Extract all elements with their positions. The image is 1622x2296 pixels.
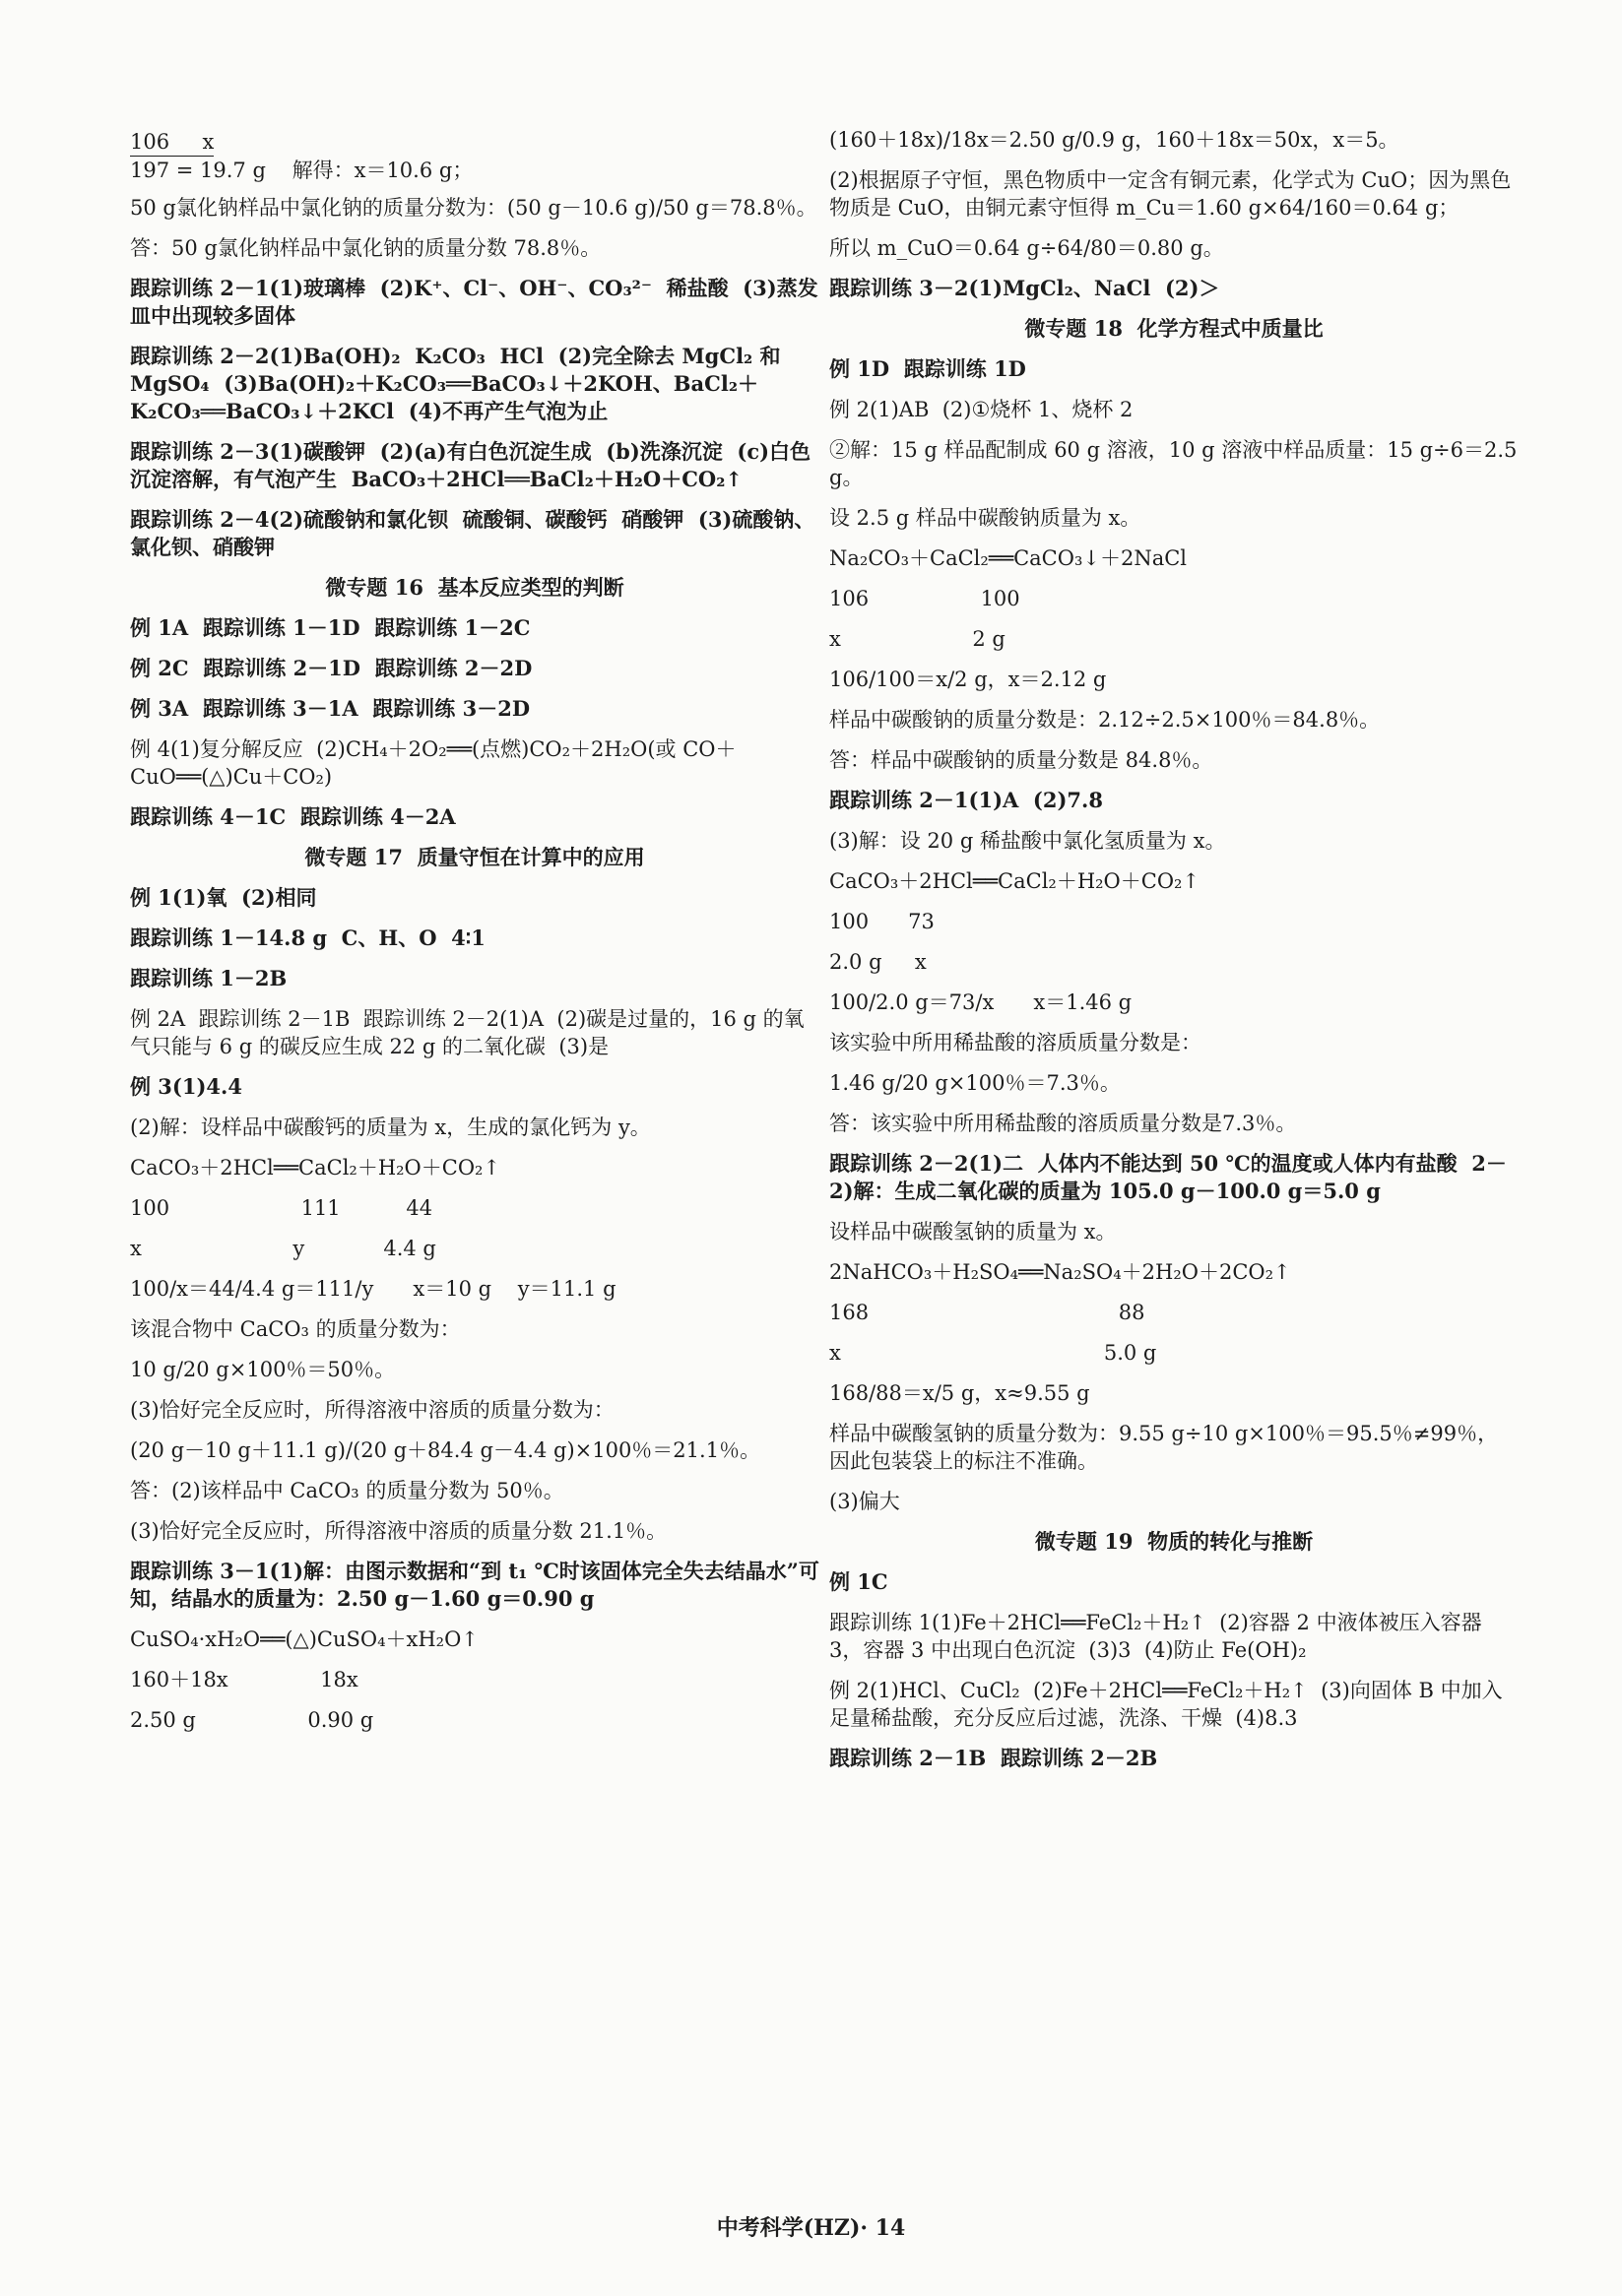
text-line: 168 88 <box>829 1301 1145 1324</box>
text-line: 跟踪训练 2－3(1)碳酸钾 (2)(a)有白色沉淀生成 (b)洗涤沉淀 (c)白色沉淀溶解，有气泡产生 BaCO₃＋2HCl══BaCl₂＋H₂O＋CO₂↑ <box>130 439 811 491</box>
text-line: CaCO₃＋2HCl══CaCl₂＋H₂O＋CO₂↑ <box>829 869 1200 893</box>
text-line: 106 100 <box>829 587 1020 610</box>
text-line: (2)解：设样品中碳酸钙的质量为 x，生成的氯化钙为 y。 <box>130 1116 651 1139</box>
text-line: (2)根据原子守恒，黑色物质中一定含有铜元素，化学式为 CuO；因为黑色物质是 CuO，由铜元素守恒得 m_Cu＝1.60 g×64/160＝0.64 g； <box>829 168 1512 220</box>
text-line: CuSO₄·xH₂O══(△)CuSO₄＋xH₂O↑ <box>130 1627 479 1651</box>
text-line: 106/100＝x/2 g，x＝2.12 g <box>829 668 1107 691</box>
text-line: 160＋18x 18x <box>130 1668 358 1691</box>
text-line: 例 1A 跟踪训练 1－1D 跟踪训练 1－2C <box>130 615 531 640</box>
text-line: (3)恰好完全反应时，所得溶液中溶质的质量分数 21.1％。 <box>130 1519 668 1543</box>
text-line: (3)偏大 <box>829 1490 900 1513</box>
text-line: 2.50 g 0.90 g <box>130 1708 374 1732</box>
page-footer: 中考科学(HZ)· 14 <box>716 2215 906 2241</box>
text-line: 答：样品中碳酸钠的质量分数是 84.8％。 <box>829 748 1213 772</box>
text-line: 跟踪训练 2－2(1)二 人体内不能达到 50 ℃的温度或人体内有盐酸 2－2)解：生成二氧化碳的质量为 105.0 g－100.0 g＝5.0 g <box>829 1151 1507 1203</box>
section-heading: 微专题 18 化学方程式中质量比 <box>1024 316 1324 341</box>
text-line: 2.0 g x <box>829 950 927 974</box>
text-line: 例 2A 跟踪训练 2－1B 跟踪训练 2－2(1)A (2)碳是过量的，16 g 的氧气只能与 6 g 的碳反应生成 22 g 的二氧化碳 (3)是 <box>130 1007 805 1058</box>
text-line: 所以 m_CuO＝0.64 g÷64/80＝0.80 g。 <box>829 236 1224 260</box>
text-line: 跟踪训练 1－14.8 g C、H、O 4∶1 <box>130 925 486 950</box>
text-line: 例 3A 跟踪训练 3－1A 跟踪训练 3－2D <box>130 696 531 721</box>
text-line: 1.46 g/20 g×100％＝7.3％。 <box>829 1071 1121 1095</box>
text-line: 168/88＝x/5 g，x≈9.55 g <box>829 1381 1090 1405</box>
text-line: 跟踪训练 3－2(1)MgCl₂、NaCl (2)＞ <box>829 276 1220 300</box>
text-line: 答：(2)该样品中 CaCO₃ 的质量分数为 50％。 <box>130 1479 564 1502</box>
text-line: 该混合物中 CaCO₃ 的质量分数为： <box>130 1317 461 1341</box>
text-line: CaCO₃＋2HCl══CaCl₂＋H₂O＋CO₂↑ <box>130 1156 501 1180</box>
text-line: 该实验中所用稀盐酸的溶质质量分数是： <box>829 1031 1201 1054</box>
text-line: ②解：15 g 样品配制成 60 g 溶液，10 g 溶液中样品质量：15 g÷6＝2.5 g。 <box>829 438 1525 489</box>
section-heading: 微专题 16 基本反应类型的判断 <box>325 575 624 600</box>
fraction-numerator: 106 x <box>130 128 214 157</box>
text-line: x 2 g <box>829 627 1006 651</box>
text-line: 例 2(1)HCl、CuCl₂ (2)Fe＋2HCl══FeCl₂＋H₂↑ (3)向固体 B 中加入足量稀盐酸，充分反应后过滤，洗涤、干燥 (4)8.3 <box>829 1679 1503 1730</box>
text-line: 样品中碳酸氢钠的质量分数为：9.55 g÷10 g×100％＝95.5％≠99％，因此包装袋上的标注不准确。 <box>829 1422 1499 1473</box>
text-line: 设 2.5 g 样品中碳酸钠质量为 x。 <box>829 506 1141 530</box>
text-line: 答：该实验中所用稀盐酸的溶质质量分数是7.3％。 <box>829 1112 1297 1135</box>
text-line: 跟踪训练 1(1)Fe＋2HCl══FeCl₂＋H₂↑ (2)容器 2 中液体被压入容器 3，容器 3 中出现白色沉淀 (3)3 (4)防止 Fe(OH)₂ <box>829 1611 1489 1662</box>
text-line: (20 g－10 g＋11.1 g)/(20 g＋84.4 g－4.4 g)×100％＝21.1％。 <box>130 1438 761 1462</box>
text-line: 样品中碳酸钠的质量分数是：2.12÷2.5×100％＝84.8％。 <box>829 708 1381 732</box>
text-line: Na₂CO₃＋CaCl₂══CaCO₃↓＋2NaCl <box>829 546 1188 570</box>
fraction-line <box>130 128 819 184</box>
text-line: 跟踪训练 2－1(1)玻璃棒 (2)K⁺、Cl⁻、OH⁻、CO₃²⁻ 稀盐酸 (3)蒸发皿中出现较多固体 <box>130 276 818 328</box>
text-line: 例 2C 跟踪训练 2－1D 跟踪训练 2－2D <box>130 656 533 680</box>
text-line: 跟踪训练 4－1C 跟踪训练 4－2A <box>130 804 456 829</box>
left-column <box>130 126 819 1747</box>
fraction-denominator: 197 = 19.7 g 解得：x＝10.6 g； <box>130 159 474 182</box>
text-line: 100/2.0 g＝73/x x＝1.46 g <box>829 990 1133 1014</box>
text-line: (3)解：设 20 g 稀盐酸中氯化氢质量为 x。 <box>829 829 1226 853</box>
text-line: x y 4.4 g <box>130 1237 436 1260</box>
text-line: 跟踪训练 3－1(1)解：由图示数据和“到 t₁ ℃时该固体完全失去结晶水”可知，结晶水的质量为：2.50 g－1.60 g＝0.90 g <box>130 1559 819 1611</box>
text-line: 例 1D 跟踪训练 1D <box>829 356 1026 381</box>
section-heading: 微专题 17 质量守恒在计算中的应用 <box>304 845 645 869</box>
text-line: 例 4(1)复分解反应 (2)CH₄＋2O₂══(点燃)CO₂＋2H₂O(或 CO＋CuO══(△)Cu＋CO₂) <box>130 737 737 789</box>
text-line: 10 g/20 g×100％＝50％。 <box>130 1358 396 1381</box>
text-line: 例 2(1)AB (2)①烧杯 1、烧杯 2 <box>829 398 1134 421</box>
text-line: 例 1(1)氧 (2)相同 <box>130 885 317 910</box>
right-column <box>829 126 1525 1785</box>
text-line: 100 73 <box>829 910 935 933</box>
text-line: 100 111 44 <box>130 1196 433 1220</box>
text-line: 例 3(1)4.4 <box>130 1074 242 1099</box>
text-line: 跟踪训练 2－2(1)Ba(OH)₂ K₂CO₃ HCl (2)完全除去 MgCl₂ 和 MgSO₄ (3)Ba(OH)₂＋K₂CO₃══BaCO₃↓＋2KOH、BaCl₂＋K₂CO₃══BaCO₃↓＋2KCl (4)不再产生气泡为止 <box>130 344 788 423</box>
text-line: 答：50 g氯化钠样品中氯化钠的质量分数 78.8％。 <box>130 236 602 260</box>
text-line: 跟踪训练 2－1B 跟踪训练 2－2B <box>829 1746 1158 1770</box>
text-line: 设样品中碳酸氢钠的质量为 x。 <box>829 1220 1117 1244</box>
text-line: x 5.0 g <box>829 1341 1157 1365</box>
text-line: (3)恰好完全反应时，所得溶液中溶质的质量分数为： <box>130 1398 615 1422</box>
text-line: 跟踪训练 2－1(1)A (2)7.8 <box>829 788 1103 812</box>
text-line: 2NaHCO₃＋H₂SO₄══Na₂SO₄＋2H₂O＋2CO₂↑ <box>829 1260 1291 1284</box>
text-line: 50 g氯化钠样品中氯化钠的质量分数为：(50 g－10.6 g)/50 g＝78.8％。 <box>130 196 817 220</box>
text-line: 例 1C <box>829 1569 888 1594</box>
text-line: 跟踪训练 2－4(2)硫酸钠和氯化钡 硫酸铜、碳酸钙 硝酸钾 (3)硫酸钠、氯化钡、硝酸钾 <box>130 507 815 559</box>
text-line: 100/x＝44/4.4 g＝111/y x＝10 g y＝11.1 g <box>130 1277 616 1301</box>
text-line: (160＋18x)/18x＝2.50 g/0.9 g，160＋18x＝50x，x＝5。 <box>829 128 1399 152</box>
section-heading: 微专题 19 物质的转化与推断 <box>1034 1529 1314 1554</box>
text-line: 跟踪训练 1－2B <box>130 966 288 990</box>
